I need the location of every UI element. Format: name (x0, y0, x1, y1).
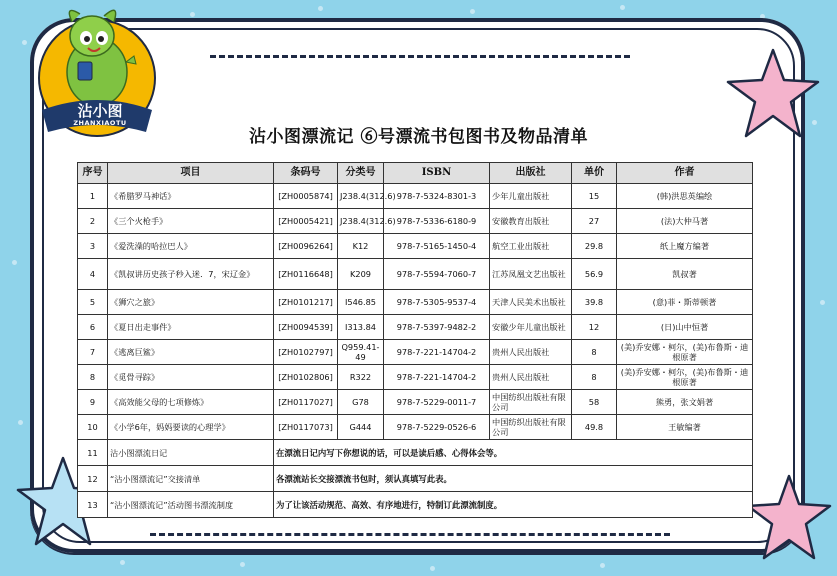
table-header-row (78, 163, 753, 184)
cell-no: 1 (78, 184, 108, 209)
header-barcode: 条码号 (274, 163, 338, 184)
cell-author: 王敏编著 (617, 415, 753, 440)
cell-no: 11 (78, 440, 108, 466)
page-title: 沾小图漂流记 ⑥号漂流书包图书及物品清单 (249, 127, 588, 147)
cell-price: 27 (572, 209, 617, 234)
cell-isbn: 978-7-5397-9482-2 (384, 315, 490, 340)
cell-isbn: 978-7-5324-8301-3 (384, 184, 490, 209)
cell-note: 为了让该活动规范、高效、有序地进行，特制订此漂流制度。 (274, 492, 753, 518)
cell-isbn: 978-7-221-14704-2 (384, 340, 490, 365)
cell-isbn: 978-7-5336-6180-9 (384, 209, 490, 234)
cell-class: Q959.41-49 (338, 340, 384, 365)
cell-barcode: [ZH0096264] (274, 234, 338, 259)
table-row (78, 184, 753, 209)
inventory-table (77, 162, 753, 518)
cell-price: 8 (572, 365, 617, 390)
cell-author: 熊勇，张文娟著 (617, 390, 753, 415)
cell-price: 49.8 (572, 415, 617, 440)
header-publisher: 出版社 (490, 163, 572, 184)
cell-item: 沾小图漂流日记 (108, 440, 274, 466)
cell-title: 《高效能父母的七项修炼》 (108, 390, 274, 415)
table-row (78, 365, 753, 390)
cell-isbn: 978-7-5305-9537-4 (384, 290, 490, 315)
cell-publisher: 安徽少年儿童出版社 (490, 315, 572, 340)
cell-no: 4 (78, 259, 108, 290)
cell-class: J238.4(312.6) (338, 184, 384, 209)
header-isbn: ISBN (384, 163, 490, 184)
cell-barcode: [ZH0094539] (274, 315, 338, 340)
cell-class: R322 (338, 365, 384, 390)
cell-barcode: [ZH0005421] (274, 209, 338, 234)
cell-isbn: 978-7-5165-1450-4 (384, 234, 490, 259)
cell-barcode: [ZH0102806] (274, 365, 338, 390)
cell-note: 在漂流日记内写下你想说的话，可以是读后感、心得体会等。 (274, 440, 753, 466)
dashed-line-top (210, 55, 630, 58)
cell-author: (韩)洪思英编绘 (617, 184, 753, 209)
cell-class: G78 (338, 390, 384, 415)
note-row (78, 440, 753, 466)
table-row (78, 290, 753, 315)
table-row (78, 415, 753, 440)
cell-author: (美)乔安娜・柯尔，(美)布鲁斯・迪根原著 (617, 340, 753, 365)
cell-publisher: 航空工业出版社 (490, 234, 572, 259)
table-row (78, 259, 753, 290)
cell-class: I313.84 (338, 315, 384, 340)
cell-no: 7 (78, 340, 108, 365)
cell-barcode: [ZH0117027] (274, 390, 338, 415)
cell-isbn: 978-7-5594-7060-7 (384, 259, 490, 290)
cell-class: I546.85 (338, 290, 384, 315)
cell-title: 《觅骨寻踪》 (108, 365, 274, 390)
cell-publisher: 天津人民美术出版社 (490, 290, 572, 315)
cell-author: 凯叔著 (617, 259, 753, 290)
cell-isbn: 978-7-5229-0526-6 (384, 415, 490, 440)
cell-price: 12 (572, 315, 617, 340)
cell-no: 10 (78, 415, 108, 440)
cell-class: K209 (338, 259, 384, 290)
pink-star-bottom-icon (742, 470, 837, 570)
cell-publisher: 江苏凤凰文艺出版社 (490, 259, 572, 290)
cell-no: 9 (78, 390, 108, 415)
cell-barcode: [ZH0102797] (274, 340, 338, 365)
cell-publisher: 少年儿童出版社 (490, 184, 572, 209)
table-row (78, 390, 753, 415)
cell-title: 《爱洗澡的哈拉巴人》 (108, 234, 274, 259)
header-price: 单价 (572, 163, 617, 184)
cell-author: (美)乔安娜・柯尔，(美)布鲁斯・迪根原著 (617, 365, 753, 390)
cell-publisher: 贵州人民出版社 (490, 340, 572, 365)
cell-publisher: 贵州人民出版社 (490, 365, 572, 390)
cell-no: 8 (78, 365, 108, 390)
cell-title: 《狮穴之旅》 (108, 290, 274, 315)
cell-price: 29.8 (572, 234, 617, 259)
cell-barcode: [ZH0117073] (274, 415, 338, 440)
cell-title: 《逃离巨鲨》 (108, 340, 274, 365)
cell-author: 纸上魔方编著 (617, 234, 753, 259)
cell-publisher: 中国纺织出版社有限公司 (490, 390, 572, 415)
table-row (78, 315, 753, 340)
cell-price: 56.9 (572, 259, 617, 290)
cell-price: 8 (572, 340, 617, 365)
cell-publisher: 安徽教育出版社 (490, 209, 572, 234)
cell-class: G444 (338, 415, 384, 440)
cell-author: (日)山中恒著 (617, 315, 753, 340)
cell-barcode: [ZH0101217] (274, 290, 338, 315)
cell-class: J238.4(312.6) (338, 209, 384, 234)
cell-isbn: 978-7-5229-0011-7 (384, 390, 490, 415)
cell-title: 《小学6年，妈妈要读的心理学》 (108, 415, 274, 440)
cell-note: 各漂流站长交接漂流书包时，须认真填写此表。 (274, 466, 753, 492)
cell-author: (法)大仲马著 (617, 209, 753, 234)
header-item: 项目 (108, 163, 274, 184)
note-row (78, 466, 753, 492)
dashed-line-bottom (150, 533, 670, 536)
header-class: 分类号 (338, 163, 384, 184)
cell-item: “沾小图漂流记”交接清单 (108, 466, 274, 492)
cell-title: 《凯叔讲历史孩子秒入迷．7，宋辽金》 (108, 259, 274, 290)
table-row (78, 209, 753, 234)
mascot-logo (34, 0, 164, 140)
cell-item: “沾小图漂流记”活动图书漂流制度 (108, 492, 274, 518)
cell-publisher: 中国纺织出版社有限公司 (490, 415, 572, 440)
cell-barcode: [ZH0116648] (274, 259, 338, 290)
cell-no: 13 (78, 492, 108, 518)
cell-no: 3 (78, 234, 108, 259)
cell-no: 12 (78, 466, 108, 492)
cell-title: 《夏日出走事件》 (108, 315, 274, 340)
cell-title: 《三个火枪手》 (108, 209, 274, 234)
logo-subtitle: ZHANXIAOTU (73, 119, 127, 127)
cell-author: (意)菲・斯蒂顿著 (617, 290, 753, 315)
logo-name: 沾小图 (77, 102, 123, 120)
cell-title: 《希腊罗马神话》 (108, 184, 274, 209)
cell-no: 2 (78, 209, 108, 234)
cell-barcode: [ZH0005874] (274, 184, 338, 209)
table-row (78, 340, 753, 365)
cell-no: 6 (78, 315, 108, 340)
cell-price: 39.8 (572, 290, 617, 315)
header-author: 作者 (617, 163, 753, 184)
header-no: 序号 (78, 163, 108, 184)
cell-isbn: 978-7-221-14704-2 (384, 365, 490, 390)
cell-price: 58 (572, 390, 617, 415)
cell-class: K12 (338, 234, 384, 259)
cell-price: 15 (572, 184, 617, 209)
table-row (78, 234, 753, 259)
cell-no: 5 (78, 290, 108, 315)
note-row (78, 492, 753, 518)
